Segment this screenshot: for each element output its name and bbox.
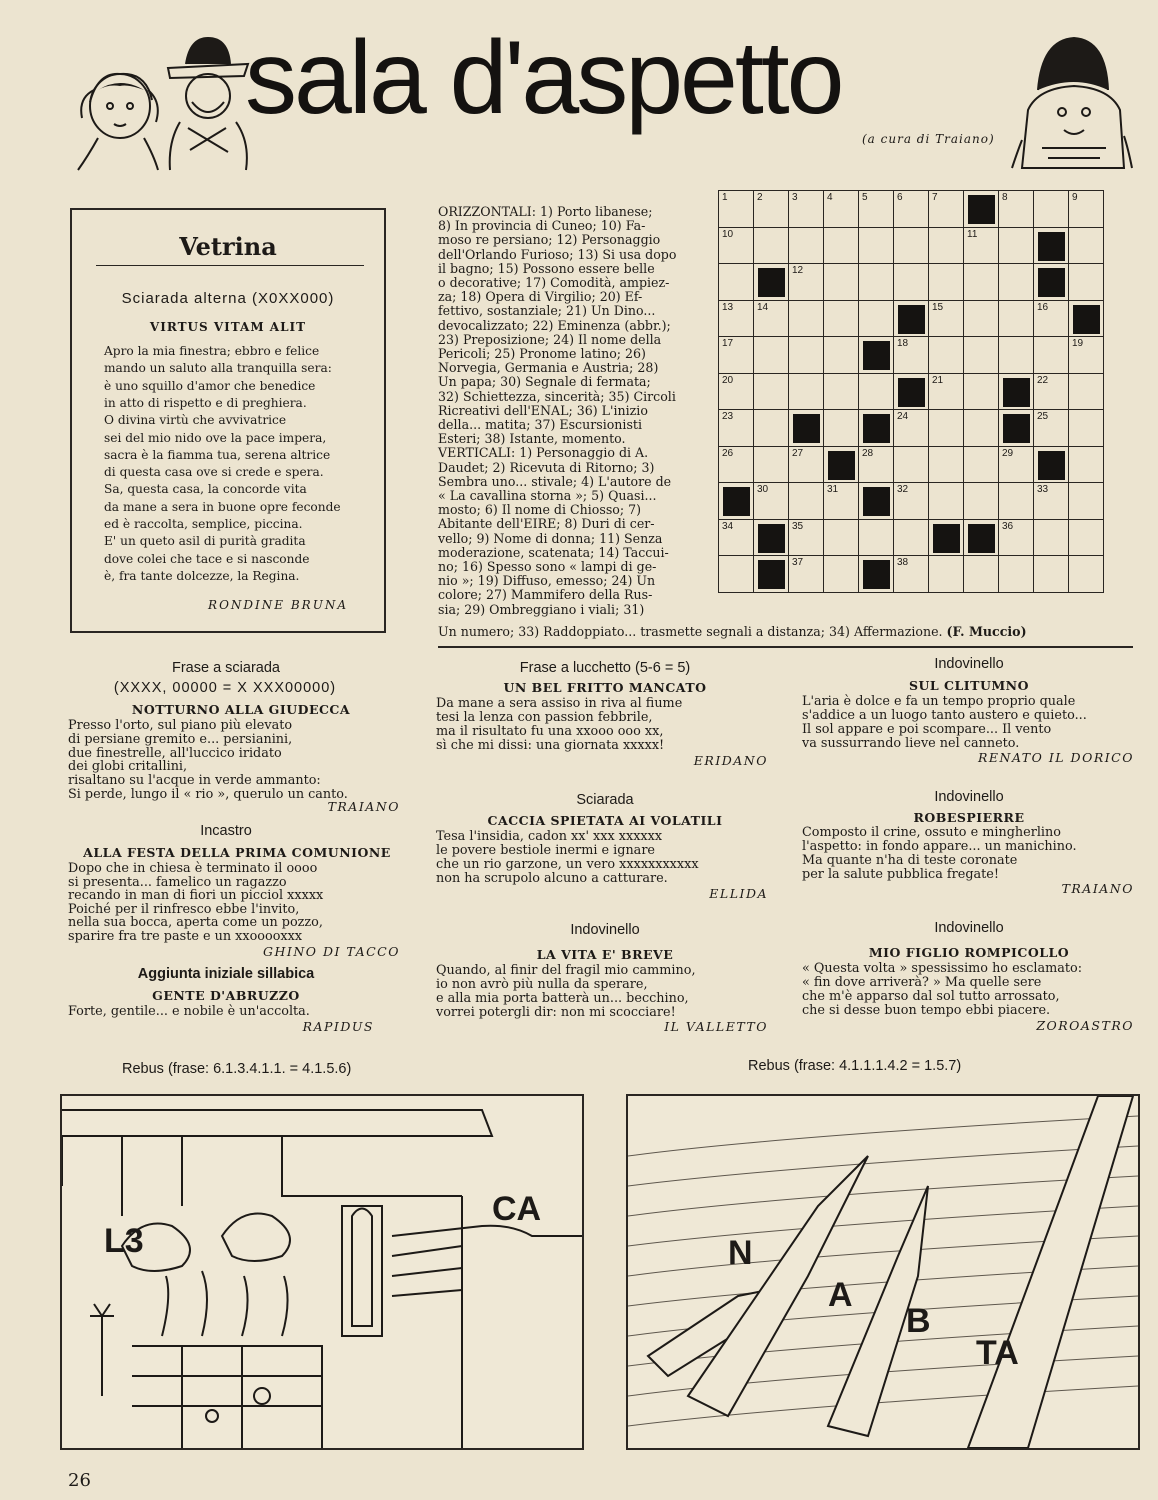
- text-line: « La cavallina storna »; 5) Quasi...: [438, 488, 657, 503]
- rebus-mark: TA: [976, 1334, 1019, 1372]
- rebus-left-drawing: [62, 1096, 582, 1448]
- crossword-cell-number: 29: [1002, 447, 1014, 459]
- text-line: per la salute pubblica fregate!: [802, 867, 1000, 882]
- text-line: che si desse buon tempo ebbi piacere.: [802, 1003, 1051, 1018]
- crossword-black-cell: [1038, 451, 1065, 480]
- text-line: Dopo che in chiesa è terminato il oooo: [68, 861, 318, 876]
- text-line: moso re persiano; 12) Personaggio: [438, 232, 661, 248]
- crossword-cell-number: 16: [1037, 301, 1049, 313]
- crossword-cell[interactable]: [1069, 520, 1104, 557]
- crossword-black-cell: [863, 487, 890, 516]
- crossword-grid: [718, 190, 1104, 593]
- puzzle-author: RENATO IL DORICO: [977, 750, 1134, 765]
- crossword-cell-number: 30: [757, 484, 769, 495]
- text-line: è uno squillo d'amor che benedice: [104, 378, 316, 393]
- crossword-black-cell: [933, 524, 960, 553]
- text-line: nella sua bocca, aperta come un pozzo,: [68, 915, 323, 931]
- rebus-mark: N: [728, 1234, 753, 1272]
- puzzle-type: Aggiunta iniziale sillabica: [137, 966, 315, 982]
- crossword-cell[interactable]: [824, 556, 859, 593]
- text-line: dell'Orlando Furioso; 13) Si usa dopo: [438, 246, 677, 262]
- text-line: o decorative; 17) Comodità, ampiez-: [438, 275, 670, 290]
- text-line: Abitante dell'EIRE; 8) Duri di cer-: [438, 516, 655, 532]
- page-number: 26: [68, 1470, 91, 1491]
- text-line: Esteri; 38) Istante, momento.: [438, 431, 626, 447]
- text-line: « fin dove arriverà? » Ma quelle sere: [802, 975, 1042, 990]
- crossword-cell[interactable]: [964, 264, 999, 301]
- text-line: sacra è la fiamma tua, serena altrice: [104, 447, 331, 462]
- crossword-cell-number: 28: [862, 447, 874, 459]
- crossword-cell[interactable]: [964, 447, 999, 484]
- crossword-cell-number: 22: [1037, 374, 1049, 386]
- puzzle-title: CACCIA SPIETATA AI VOLATILI: [487, 813, 723, 828]
- text-line: fettivo, sostanziale; 21) Un Dino...: [438, 303, 656, 319]
- crossword-black-cell: [758, 268, 785, 297]
- text-line: nio »; 19) Diffuso, emesso; 24) Un: [438, 573, 656, 589]
- crossword-cell[interactable]: [999, 337, 1034, 374]
- crossword-cell[interactable]: [754, 228, 789, 265]
- header-cartoon-right: [1008, 30, 1138, 172]
- crossword-cell[interactable]: [894, 447, 929, 484]
- crossword-cell[interactable]: [1069, 556, 1104, 593]
- crossword-cell[interactable]: [789, 228, 824, 265]
- puzzle-type: Frase a sciarada: [172, 660, 280, 676]
- text-line: 23) Preposizione; 24) Il nome della: [438, 331, 662, 347]
- crossword-cell[interactable]: [999, 228, 1034, 265]
- crossword-cell-number: 27: [792, 447, 804, 459]
- text-line: L'aria è dolce e fa un tempo proprio quale: [802, 694, 1076, 709]
- crossword-black-cell: [968, 195, 995, 224]
- rebus-right-drawing: [628, 1096, 1138, 1448]
- crossword-cell[interactable]: [1069, 483, 1104, 520]
- crossword-cell[interactable]: [964, 374, 999, 411]
- crossword-cell[interactable]: [719, 556, 754, 593]
- text-line: si presenta... famelico un ragazzo: [68, 874, 287, 890]
- vetrina-subtitle: Sciarada alterna (X0XX000): [121, 290, 335, 307]
- rebus-left-label: Rebus (frase: 6.1.3.4.1.1. = 4.1.5.6): [122, 1061, 352, 1077]
- text-line: Pericoli; 25) Pronome latino; 26): [438, 346, 646, 361]
- text-line: « Questa volta » spessissimo ho esclamato:: [802, 961, 1083, 976]
- crossword-cell-number: 33: [1037, 484, 1049, 495]
- text-line: E' un queto asil di purità gradita: [104, 534, 306, 549]
- text-line: tesi la lenza con passion febbrile,: [436, 710, 653, 725]
- crossword-black-cell: [898, 378, 925, 407]
- text-line: Il sol appare e poi scompare... Il vento: [802, 722, 1052, 737]
- crossword-black-cell: [1073, 305, 1100, 334]
- crossword-black-cell: [968, 524, 995, 553]
- crossword-cell[interactable]: [859, 301, 894, 338]
- text-line: Da mane a sera assiso in riva al fiume: [436, 696, 683, 711]
- crossword-cell[interactable]: [824, 410, 859, 447]
- crossword-cell-number: 11: [967, 228, 978, 240]
- rebus-mark: L3: [104, 1222, 144, 1260]
- section-divider: [438, 646, 1133, 648]
- crossword-cell-number: 10: [722, 228, 734, 240]
- crossword-cell[interactable]: [859, 374, 894, 411]
- puzzle-author: RAPIDUS: [302, 1019, 374, 1034]
- crossword-cell[interactable]: [894, 228, 929, 265]
- puzzle-author: IL VALLETTO: [664, 1019, 768, 1034]
- text-line: colore; 27) Mammifero della Rus-: [438, 587, 653, 603]
- crossword-cell-number: 17: [722, 338, 734, 349]
- crossword-cell-number: 20: [722, 374, 734, 386]
- crossword-cell[interactable]: [789, 301, 824, 338]
- crossword-cell-number: 12: [792, 265, 804, 276]
- crossword-cell-number: 1: [722, 192, 728, 203]
- crossword-cell[interactable]: [929, 337, 964, 374]
- crossword-cell[interactable]: [824, 264, 859, 301]
- vetrina-author: RONDINE BRUNA: [208, 598, 348, 612]
- text-line: O divina virtù che avvivatrice: [104, 413, 287, 428]
- crossword-cell[interactable]: [754, 410, 789, 447]
- crossword-cell[interactable]: [1069, 228, 1104, 265]
- crossword-cell-number: 21: [932, 374, 944, 386]
- crossword-cell[interactable]: [929, 447, 964, 484]
- text-line: Apro la mia finestra; ebbro e felice: [104, 344, 320, 358]
- text-line: è, fra tante dolcezze, la Regina.: [104, 568, 300, 583]
- curator-credit: (a cura di Traiano): [862, 132, 995, 146]
- crossword-cell[interactable]: [859, 228, 894, 265]
- crossword-cell-number: 18: [897, 338, 909, 349]
- puzzle-author: TRAIANO: [1061, 881, 1134, 896]
- text-line: Sa, questa casa, la concorde vita: [104, 482, 307, 497]
- crossword-cell-number: 19: [1072, 338, 1084, 349]
- vetrina-heading: Vetrina: [179, 232, 277, 261]
- crossword-cell[interactable]: [824, 228, 859, 265]
- crossword-cell-number: 36: [1002, 520, 1014, 532]
- text-line: di persiane gremito e... persianini,: [68, 731, 293, 747]
- crossword-cell-number: 24: [897, 411, 909, 422]
- text-line: risaltano su l'acque in verde ammanto:: [68, 773, 321, 789]
- rebus-mark: CA: [492, 1190, 542, 1228]
- puzzle-author: GHINO DI TACCO: [263, 944, 400, 959]
- page-title: sala d'aspetto: [245, 20, 842, 136]
- puzzle-type: Indovinello: [934, 789, 1004, 805]
- text-line: le povere bestiole inermi e ignare: [436, 843, 656, 858]
- crossword-cell-number: 34: [722, 520, 734, 532]
- text-line: ma il risultato fu una xxooo ooo xx,: [436, 724, 664, 739]
- rebus-mark: B: [906, 1302, 931, 1340]
- text-line: Forte, gentile... e nobile è un'accolta.: [68, 1004, 310, 1019]
- text-line: s'addice a un luogo tanto austero e quieto...: [802, 708, 1087, 723]
- crossword-cell-number: 9: [1072, 192, 1078, 203]
- crossword-cell[interactable]: [999, 483, 1034, 520]
- puzzle-pattern: (XXXX, 00000 = X XXX00000): [113, 680, 337, 696]
- crossword-clue-last: [438, 625, 1138, 639]
- text-line: Si perde, lungo il « rio », querulo un canto.: [68, 787, 348, 802]
- crossword-cell[interactable]: [824, 337, 859, 374]
- text-line: il bagno; 15) Possono essere belle: [438, 260, 655, 276]
- text-line: mosto; 6) Il nome di Chiosso; 7): [438, 502, 642, 518]
- text-line: Tesa l'insidia, cadon xx' xxx xxxxxx: [436, 829, 663, 844]
- crossword-cell[interactable]: [894, 264, 929, 301]
- text-line: di questa casa ove si crede e spera.: [104, 465, 324, 480]
- crossword-cell[interactable]: [719, 264, 754, 301]
- text-line: no; 16) Spesso sono « lampi di ge-: [438, 559, 657, 574]
- text-line: 8) In provincia di Cuneo; 10) Fa-: [438, 218, 646, 234]
- crossword-cell[interactable]: [1069, 374, 1104, 411]
- crossword-cell[interactable]: [754, 337, 789, 374]
- crossword-black-cell: [1003, 414, 1030, 443]
- text-line: da mane a sera in buone opre feconde: [104, 499, 341, 514]
- rebus-mark: A: [828, 1276, 853, 1314]
- puzzle-author: TRAIANO: [327, 799, 400, 814]
- crossword-cell-number: 38: [897, 557, 909, 568]
- text-line: vorrei potergli dir: non mi scocciare!: [436, 1005, 676, 1020]
- crossword-cell[interactable]: [929, 410, 964, 447]
- vetrina-motto: VIRTUS VITAM ALIT: [149, 320, 307, 334]
- crossword-cell[interactable]: [929, 556, 964, 593]
- puzzle-author: ELLIDA: [709, 886, 768, 901]
- puzzle-type: Indovinello: [934, 920, 1004, 936]
- text-line: in atto di rispetto e di preghiera.: [104, 395, 307, 410]
- crossword-cell[interactable]: [964, 556, 999, 593]
- crossword-black-cell: [1038, 232, 1065, 261]
- crossword-black-cell: [793, 414, 820, 443]
- text-line: Norvegia, Germania e Austria; 28): [438, 360, 659, 376]
- text-line: vello; 9) Nome di donna; 11) Senza: [438, 530, 663, 546]
- crossword-black-cell: [828, 451, 855, 480]
- text-line: ed è raccolta, semplice, piccina.: [104, 517, 303, 531]
- crossword-cell[interactable]: [1034, 556, 1069, 593]
- crossword-cell-number: 15: [932, 301, 944, 313]
- text-line: moderazione, scatenata; 14) Taccui-: [438, 544, 669, 560]
- crossword-cell-number: 14: [757, 301, 769, 313]
- crossword-black-cell: [758, 560, 785, 589]
- text-line: Un papa; 30) Segnale di fermata;: [438, 374, 651, 390]
- crossword-cell-number: 2: [757, 192, 763, 203]
- crossword-cell-number: 31: [827, 484, 839, 495]
- crossword-cell-number: 26: [722, 447, 734, 459]
- text-line: sparire fra tre paste e un xxooooxxx: [68, 929, 303, 944]
- crossword-cell-number: 8: [1002, 192, 1008, 203]
- crossword-cell[interactable]: [964, 410, 999, 447]
- crossword-cell[interactable]: [1034, 520, 1069, 557]
- crossword-cell-number: 23: [722, 411, 734, 422]
- text-line: e alla mia porta batterà un... becchino,: [436, 991, 689, 1006]
- text-line: za; 18) Opera di Virgilio; 20) Ef-: [438, 289, 643, 305]
- crossword-cell-number: 35: [792, 520, 804, 532]
- crossword-cell-number: 25: [1037, 411, 1049, 422]
- puzzle-author: ERIDANO: [693, 753, 768, 768]
- text-line: sia; 29) Ombreggiano i viali; 31): [438, 601, 645, 617]
- crossword-cell[interactable]: [754, 447, 789, 484]
- crossword-black-cell: [863, 341, 890, 370]
- crossword-cell[interactable]: [894, 520, 929, 557]
- text-line: che un rio garzone, un vero xxxxxxxxxxx: [436, 857, 699, 872]
- puzzle-title: GENTE D'ABRUZZO: [152, 988, 300, 1003]
- crossword-cell-number: 32: [897, 484, 909, 495]
- crossword-cell[interactable]: [964, 483, 999, 520]
- text-line: due finestrelle, all'luccico iridato: [68, 745, 282, 761]
- crossword-cell[interactable]: [999, 264, 1034, 301]
- crossword-black-cell: [898, 305, 925, 334]
- crossword-cell[interactable]: [824, 301, 859, 338]
- crossword-clue-last-text: Un numero; 33) Raddoppiato... trasmette segnali a distanza; 34) Affermazione.: [438, 624, 943, 639]
- crossword-cell[interactable]: [824, 374, 859, 411]
- crossword-cell[interactable]: [1069, 410, 1104, 447]
- text-line: non ha scrupolo alcuno a catturare.: [436, 871, 668, 886]
- crossword-cell[interactable]: [964, 301, 999, 338]
- crossword-black-cell: [1003, 378, 1030, 407]
- text-line: Ricreativi dell'ENAL; 36) L'inizio: [438, 402, 648, 418]
- puzzle-title: NOTTURNO ALLA GIUDECCA: [131, 702, 351, 717]
- text-line: ORIZZONTALI: 1) Porto libanese;: [438, 204, 653, 219]
- crossword-cell[interactable]: [929, 228, 964, 265]
- puzzle-title: ALLA FESTA DELLA PRIMA COMUNIONE: [83, 845, 391, 860]
- crossword-black-cell: [863, 414, 890, 443]
- text-line: che m'è apparso dal sol tutto arrossato,: [802, 989, 1060, 1004]
- crossword-black-cell: [1038, 268, 1065, 297]
- vetrina-box: [70, 208, 386, 633]
- text-line: sì che mi dissi: una giornata xxxxx!: [436, 738, 665, 753]
- crossword-cell-number: 4: [827, 192, 833, 203]
- puzzle-type: Sciarada: [576, 792, 634, 808]
- vetrina-divider: [96, 265, 364, 266]
- crossword-cell[interactable]: [964, 337, 999, 374]
- crossword-cell[interactable]: [929, 264, 964, 301]
- text-line: devocalizzato; 22) Eminenza (abbr.);: [438, 317, 671, 333]
- crossword-cell-number: 13: [722, 301, 734, 313]
- puzzle-type: Frase a lucchetto (5-6 = 5): [519, 660, 691, 676]
- crossword-black-cell: [863, 560, 890, 589]
- rebus-right-label: Rebus (frase: 4.1.1.1.4.2 = 1.5.7): [748, 1058, 962, 1074]
- text-line: va sussurrando lieve nel canneto.: [802, 736, 1020, 751]
- puzzle-type: Indovinello: [934, 656, 1004, 672]
- text-line: Poiché per il rinfresco ebbe l'invito,: [68, 901, 300, 917]
- puzzle-title: UN BEL FRITTO MANCATO: [503, 680, 707, 695]
- crossword-author: (F. Muccio): [946, 624, 1027, 639]
- crossword-cell-number: 7: [932, 192, 938, 203]
- text-line: Sembra uno... stivale; 4) L'autore de: [438, 473, 672, 489]
- text-line: Presso l'orto, sul piano più elevato: [68, 718, 293, 733]
- crossword-cell[interactable]: [1034, 191, 1069, 228]
- crossword-cell[interactable]: [1069, 264, 1104, 301]
- crossword-cell[interactable]: [1034, 337, 1069, 374]
- text-line: io non avrò più nulla da sperare,: [436, 977, 648, 992]
- rebus-left-illustration: [60, 1094, 584, 1450]
- crossword-cell[interactable]: [929, 483, 964, 520]
- crossword-black-cell: [758, 524, 785, 553]
- text-line: Composto il crine, ossuto e mingherlino: [802, 825, 1061, 840]
- crossword-cell[interactable]: [789, 483, 824, 520]
- crossword-black-cell: [723, 487, 750, 516]
- text-line: mando un saluto alla tranquilla sera:: [104, 361, 332, 376]
- crossword-cell-number: 5: [862, 192, 868, 203]
- text-line: sei del mio nido ove la pace impera,: [104, 430, 327, 445]
- puzzle-title: SUL CLITUMNO: [908, 678, 1029, 693]
- puzzle-title: MIO FIGLIO ROMPICOLLO: [868, 945, 1070, 960]
- puzzle-title: ROBESPIERRE: [913, 810, 1025, 825]
- puzzle-type: Indovinello: [570, 922, 640, 938]
- text-line: Daudet; 2) Ricevuta di Ritorno; 3): [438, 459, 655, 475]
- crossword-cell[interactable]: [754, 374, 789, 411]
- text-line: VERTICALI: 1) Personaggio di A.: [438, 445, 649, 461]
- crossword-cell[interactable]: [859, 264, 894, 301]
- crossword-cell[interactable]: [1069, 447, 1104, 484]
- text-line: Ma quante n'ha di teste coronate: [802, 853, 1018, 868]
- crossword-cell-number: 6: [897, 192, 903, 203]
- crossword-cell[interactable]: [999, 556, 1034, 593]
- crossword-cell[interactable]: [789, 374, 824, 411]
- text-line: Quando, al finir del fragil mio cammino,: [436, 963, 696, 978]
- text-line: dei globi critallini,: [68, 759, 188, 775]
- puzzle-author: ZOROASTRO: [1036, 1018, 1134, 1033]
- crossword-cell-number: 37: [792, 557, 804, 568]
- rebus-right-illustration: [626, 1094, 1140, 1450]
- crossword-cell-number: 3: [792, 192, 798, 203]
- text-line: 32) Schiettezza, sincerità; 35) Circoli: [438, 388, 676, 404]
- crossword-cell[interactable]: [999, 301, 1034, 338]
- crossword-cell[interactable]: [859, 520, 894, 557]
- puzzle-type: Incastro: [200, 823, 252, 839]
- text-line: recando in man di fiori un picciol xxxxx: [68, 888, 324, 904]
- text-line: della... matita; 37) Escursionisti: [438, 417, 642, 432]
- text-line: dove colei che tace e si nasconde: [104, 551, 310, 566]
- crossword-cell[interactable]: [789, 337, 824, 374]
- header-cartoon-left: [58, 32, 258, 172]
- text-line: l'aspetto: in fondo appare... un manichino.: [802, 839, 1077, 854]
- puzzle-title: LA VITA E' BREVE: [536, 947, 674, 962]
- crossword-cell[interactable]: [824, 520, 859, 557]
